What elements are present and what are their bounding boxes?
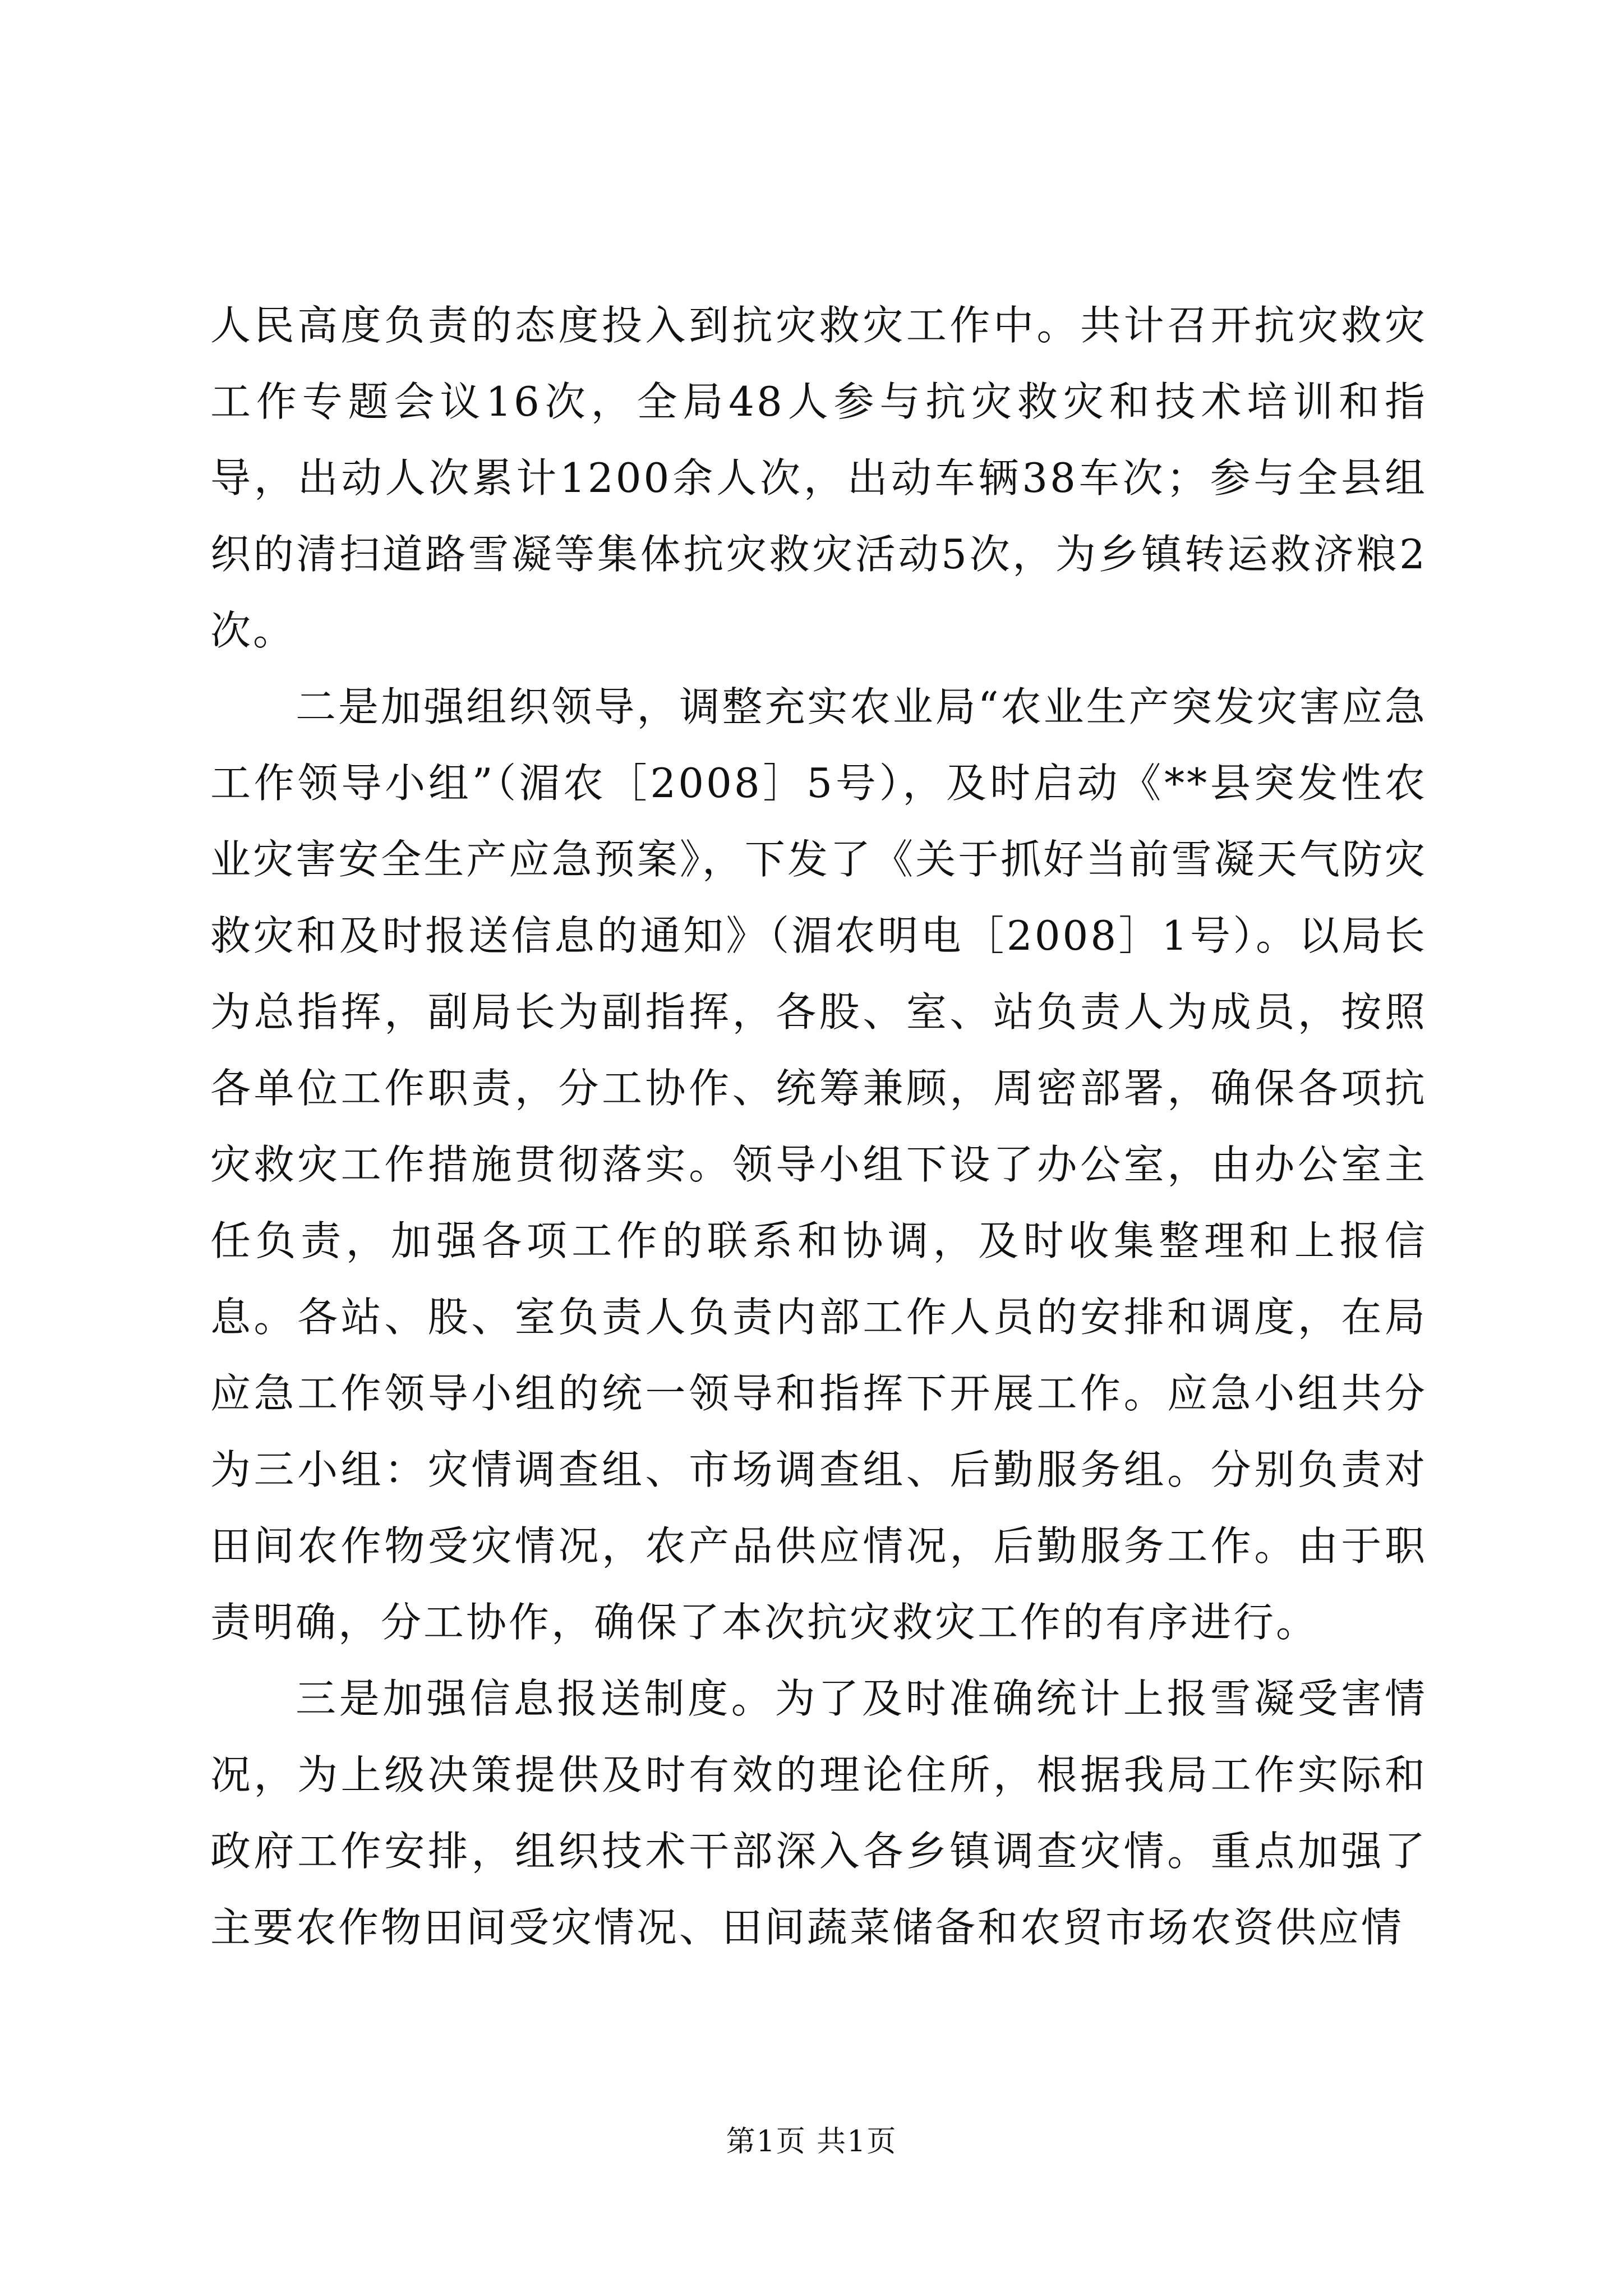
page-footer: 第1页 共1页 [726,2125,897,2159]
paragraph-organization-leadership: 二是加强组织领导，调整充实农业局“农业生产突发灾害应急工作领导小组”（湄农［2008］5号），及时启动《**县突发性农业灾害安全生产应急预案》，下发了《关于抓好当前雪凝天气防灾救灾和及时报送信息的通知》（湄农明电［2008］1号）。以局长为总指挥，副局长为副指挥，各股、室、站负责人为成员，按照各单位工作职责，分工协作、统筹兼顾，周密部署，确保各项抗灾救灾工作措施贯彻落实。领导小组下设了办公室，由办公室主任负责，加强各项工作的联系和协调，及时收集整理和上报信息。各站、股、室负责人负责内部工作人员的安排和调度，在局应急工作领导小组的统一领导和指挥下开展工作。应急小组共分为三小组：灾情调查组、市场调查组、后勤服务组。分别负责对田间农作物受灾情况，农产品供应情况，后勤服务工作。由于职责明确，分工协作，确保了本次抗灾救灾工作的有序进行。 [210,683,1427,1646]
paragraph-information-reporting: 三是加强信息报送制度。为了及时准确统计上报雪凝受害情况，为上级决策提供及时有效的理论住所，根据我局工作实际和政府工作安排，组织技术干部深入各乡镇调查灾情。重点加强了主要农作物田间受灾情况、田间蔬菜储备和农贸市场农资供应情 [210,1675,1427,1951]
document-body [210,287,1427,1966]
paragraph-continuation: 人民高度负责的态度投入到抗灾救灾工作中。共计召开抗灾救灾工作专题会议16次，全局48人参与抗灾救灾和技术培训和指导，出动人次累计1200余人次，出动车辆38车次；参与全县组织的清扫道路雪凝等集体抗灾救灾活动5次，为乡镇转运救济粮2次。 [210,302,1427,654]
